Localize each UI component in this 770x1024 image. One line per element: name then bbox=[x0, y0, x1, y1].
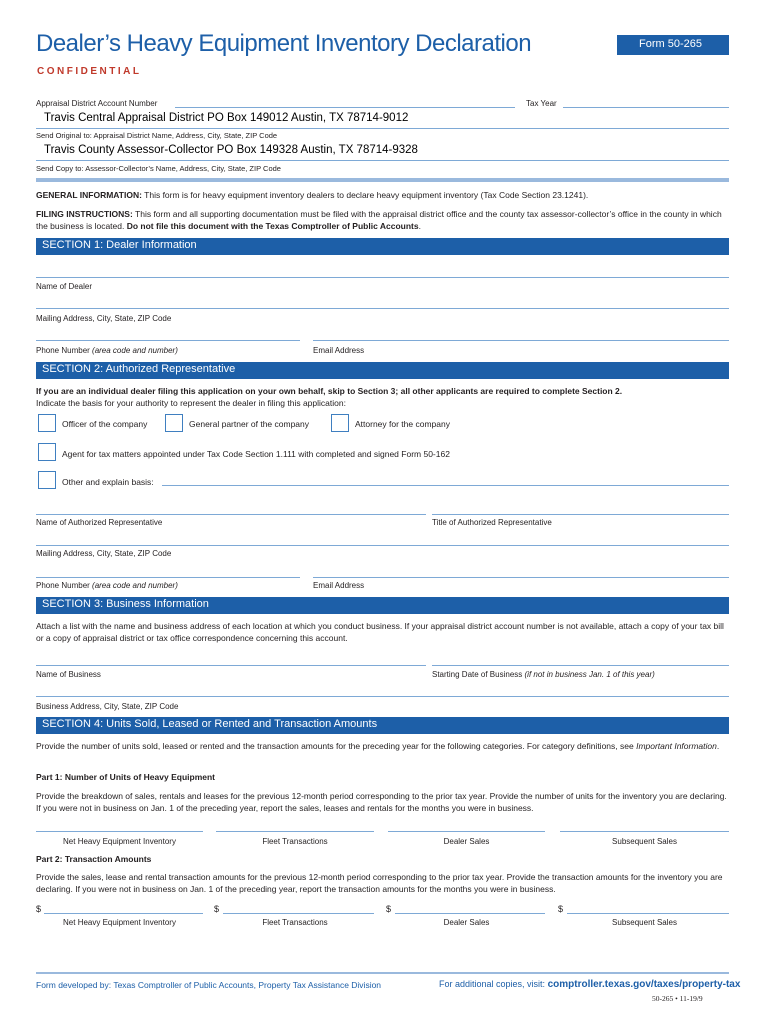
section2-intro: Indicate the basis for your authority to represent the dealer in filing this application: bbox=[36, 398, 346, 408]
attorney-checkbox[interactable] bbox=[331, 414, 349, 432]
start-date-label: Starting Date of Business (if not in business Jan. 1 of this year) bbox=[432, 670, 655, 679]
amount-col-dealer-sales: Dealer Sales bbox=[443, 918, 490, 927]
units-dealer-sales-field[interactable] bbox=[388, 831, 545, 832]
officer-label: Officer of the company bbox=[62, 419, 148, 429]
rep-phone-field[interactable] bbox=[36, 577, 300, 578]
dealer-email-field[interactable] bbox=[313, 340, 729, 341]
form-number-badge: Form 50-265 bbox=[617, 35, 729, 55]
amount-fleet-field[interactable] bbox=[223, 913, 374, 914]
business-name-field[interactable] bbox=[36, 665, 426, 666]
amount-col-subsequent-sales: Subsequent Sales bbox=[612, 918, 677, 927]
rep-email-field[interactable] bbox=[313, 577, 729, 578]
attorney-label: Attorney for the company bbox=[355, 419, 450, 429]
section3-header: SECTION 3: Business Information bbox=[36, 597, 729, 614]
footer-developed-by: Form developed by: Texas Comptroller of Public Accounts, Property Tax Assistance Division bbox=[36, 980, 382, 990]
amount-dealer-sales-field[interactable] bbox=[395, 913, 545, 914]
amount-dollar-1: $ bbox=[36, 904, 42, 914]
rep-address-label: Mailing Address, City, State, ZIP Code bbox=[36, 549, 172, 558]
other-label: Other and explain basis: bbox=[62, 477, 154, 487]
footer-revision: 50-265 • 11-19/9 bbox=[652, 994, 703, 1003]
section4-intro: Provide the number of units sold, leased or rented and the transaction amounts for the preceding year for the following categories. For category definitions, see Important Information. bbox=[36, 741, 720, 751]
confidential-label: CONFIDENTIAL bbox=[37, 66, 142, 77]
dealer-address-label: Mailing Address, City, State, ZIP Code bbox=[36, 314, 172, 323]
dealer-phone-label: Phone Number (area code and number) bbox=[36, 346, 178, 355]
rep-email-label: Email Address bbox=[313, 581, 365, 590]
dealer-address-field[interactable] bbox=[36, 308, 729, 309]
footer-rule bbox=[36, 972, 729, 974]
part1-heading: Part 1: Number of Units of Heavy Equipment bbox=[36, 772, 215, 782]
send-original-value[interactable]: Travis Central Appraisal District PO Box 149012 Austin, TX 78714-9012 bbox=[44, 112, 409, 124]
section2-intro-bold: If you are an individual dealer filing this application on your own behalf, skip to Section 3; all other applicants are required to complete Section 2. bbox=[36, 386, 623, 396]
tax-year-field[interactable] bbox=[563, 107, 729, 108]
dealer-name-field[interactable] bbox=[36, 277, 729, 278]
units-subsequent-sales-field[interactable] bbox=[560, 831, 729, 832]
agent-checkbox[interactable] bbox=[38, 443, 56, 461]
rep-title-field[interactable] bbox=[432, 514, 729, 515]
partner-label: General partner of the company bbox=[189, 419, 310, 429]
section1-header: SECTION 1: Dealer Information bbox=[36, 238, 729, 255]
business-address-label: Business Address, City, State, ZIP Code bbox=[36, 702, 179, 711]
divider-rule bbox=[36, 178, 729, 182]
footer-copies: For additional copies, visit: comptroller.texas.gov/taxes/property-tax bbox=[439, 979, 741, 990]
amount-net-inventory-field[interactable] bbox=[44, 913, 203, 914]
amount-subsequent-sales-field[interactable] bbox=[567, 913, 729, 914]
amount-dollar-3: $ bbox=[386, 904, 392, 914]
units-col-fleet: Fleet Transactions bbox=[262, 837, 328, 846]
dealer-phone-field[interactable] bbox=[36, 340, 300, 341]
send-copy-value[interactable]: Travis County Assessor-Collector PO Box 149328 Austin, TX 78714-9328 bbox=[44, 144, 418, 156]
account-number-label: Appraisal District Account Number bbox=[36, 99, 158, 108]
amount-col-fleet: Fleet Transactions bbox=[262, 918, 328, 927]
section4-header: SECTION 4: Units Sold, Leased or Rented and Transaction Amounts bbox=[36, 717, 729, 734]
form-title: Dealer’s Heavy Equipment Inventory Declaration bbox=[36, 30, 532, 57]
general-information: GENERAL INFORMATION: This form is for heavy equipment inventory dealers to declare heavy equipment inventory (Tax Code Section 23.1241). bbox=[36, 190, 589, 200]
amount-col-net-inventory: Net Heavy Equipment Inventory bbox=[63, 918, 176, 927]
start-date-field[interactable] bbox=[432, 665, 729, 666]
business-address-field[interactable] bbox=[36, 696, 729, 697]
part2-text: Provide the sales, lease and rental transaction amounts for the previous 12-month period corresponding to the prior tax year. Provide the transaction amounts for the inventory you are declaring. If you were not in business on Jan. 1 of the preceding year, report the transaction amounts for the months you were in business. bbox=[36, 872, 723, 894]
rep-address-field[interactable] bbox=[36, 545, 729, 546]
business-name-label: Name of Business bbox=[36, 670, 101, 679]
send-original-label: Send Original to: Appraisal District Name, Address, City, State, ZIP Code bbox=[36, 131, 278, 140]
footer-copies-link[interactable]: comptroller.texas.gov/taxes/property-tax bbox=[547, 979, 741, 990]
tax-year-label: Tax Year bbox=[526, 99, 557, 108]
units-col-subsequent-sales: Subsequent Sales bbox=[612, 837, 677, 846]
section2-header: SECTION 2: Authorized Representative bbox=[36, 362, 729, 379]
amount-dollar-2: $ bbox=[214, 904, 220, 914]
rep-name-field[interactable] bbox=[36, 514, 426, 515]
officer-checkbox[interactable] bbox=[38, 414, 56, 432]
part2-heading: Part 2: Transaction Amounts bbox=[36, 854, 152, 864]
units-net-inventory-field[interactable] bbox=[36, 831, 203, 832]
other-checkbox[interactable] bbox=[38, 471, 56, 489]
account-number-field[interactable] bbox=[175, 107, 515, 108]
rep-name-label: Name of Authorized Representative bbox=[36, 518, 163, 527]
dealer-name-label: Name of Dealer bbox=[36, 282, 93, 291]
filing-instructions: FILING INSTRUCTIONS: This form and all supporting documentation must be filed with the appraisal district office and the county tax assessor-collector’s office in the county in which the business is located. Do not file this document with the Texas Comptroller of Public Accounts. bbox=[36, 209, 722, 231]
part1-text: Provide the breakdown of sales, rentals and leases for the previous 12-month period corresponding to the prior tax year. Provide the number of units for the inventory you are declaring. If you were not in business on Jan. 1 of the preceding year, report the sales, leases and rentals for the months you were in business. bbox=[36, 791, 727, 813]
section3-text: Attach a list with the name and business address of each location at which you conduct business. If your appraisal district account number is not available, attach a copy of your tax bill or a copy of appraisal district or tax office correspondence concerning this account. bbox=[36, 621, 724, 643]
units-col-net-inventory: Net Heavy Equipment Inventory bbox=[63, 837, 176, 846]
dealer-email-label: Email Address bbox=[313, 346, 365, 355]
send-copy-label: Send Copy to: Assessor-Collector’s Name, Address, City, State, ZIP Code bbox=[36, 164, 281, 173]
units-fleet-field[interactable] bbox=[216, 831, 374, 832]
agent-label: Agent for tax matters appointed under Tax Code Section 1.111 with completed and signed Form 50-162 bbox=[62, 449, 450, 459]
partner-checkbox[interactable] bbox=[165, 414, 183, 432]
rep-title-label: Title of Authorized Representative bbox=[432, 518, 552, 527]
units-col-dealer-sales: Dealer Sales bbox=[443, 837, 490, 846]
send-copy-line bbox=[36, 160, 729, 161]
other-explain-field[interactable] bbox=[162, 485, 729, 486]
send-original-line bbox=[36, 128, 729, 129]
rep-phone-label: Phone Number (area code and number) bbox=[36, 581, 178, 590]
amount-dollar-4: $ bbox=[558, 904, 564, 914]
